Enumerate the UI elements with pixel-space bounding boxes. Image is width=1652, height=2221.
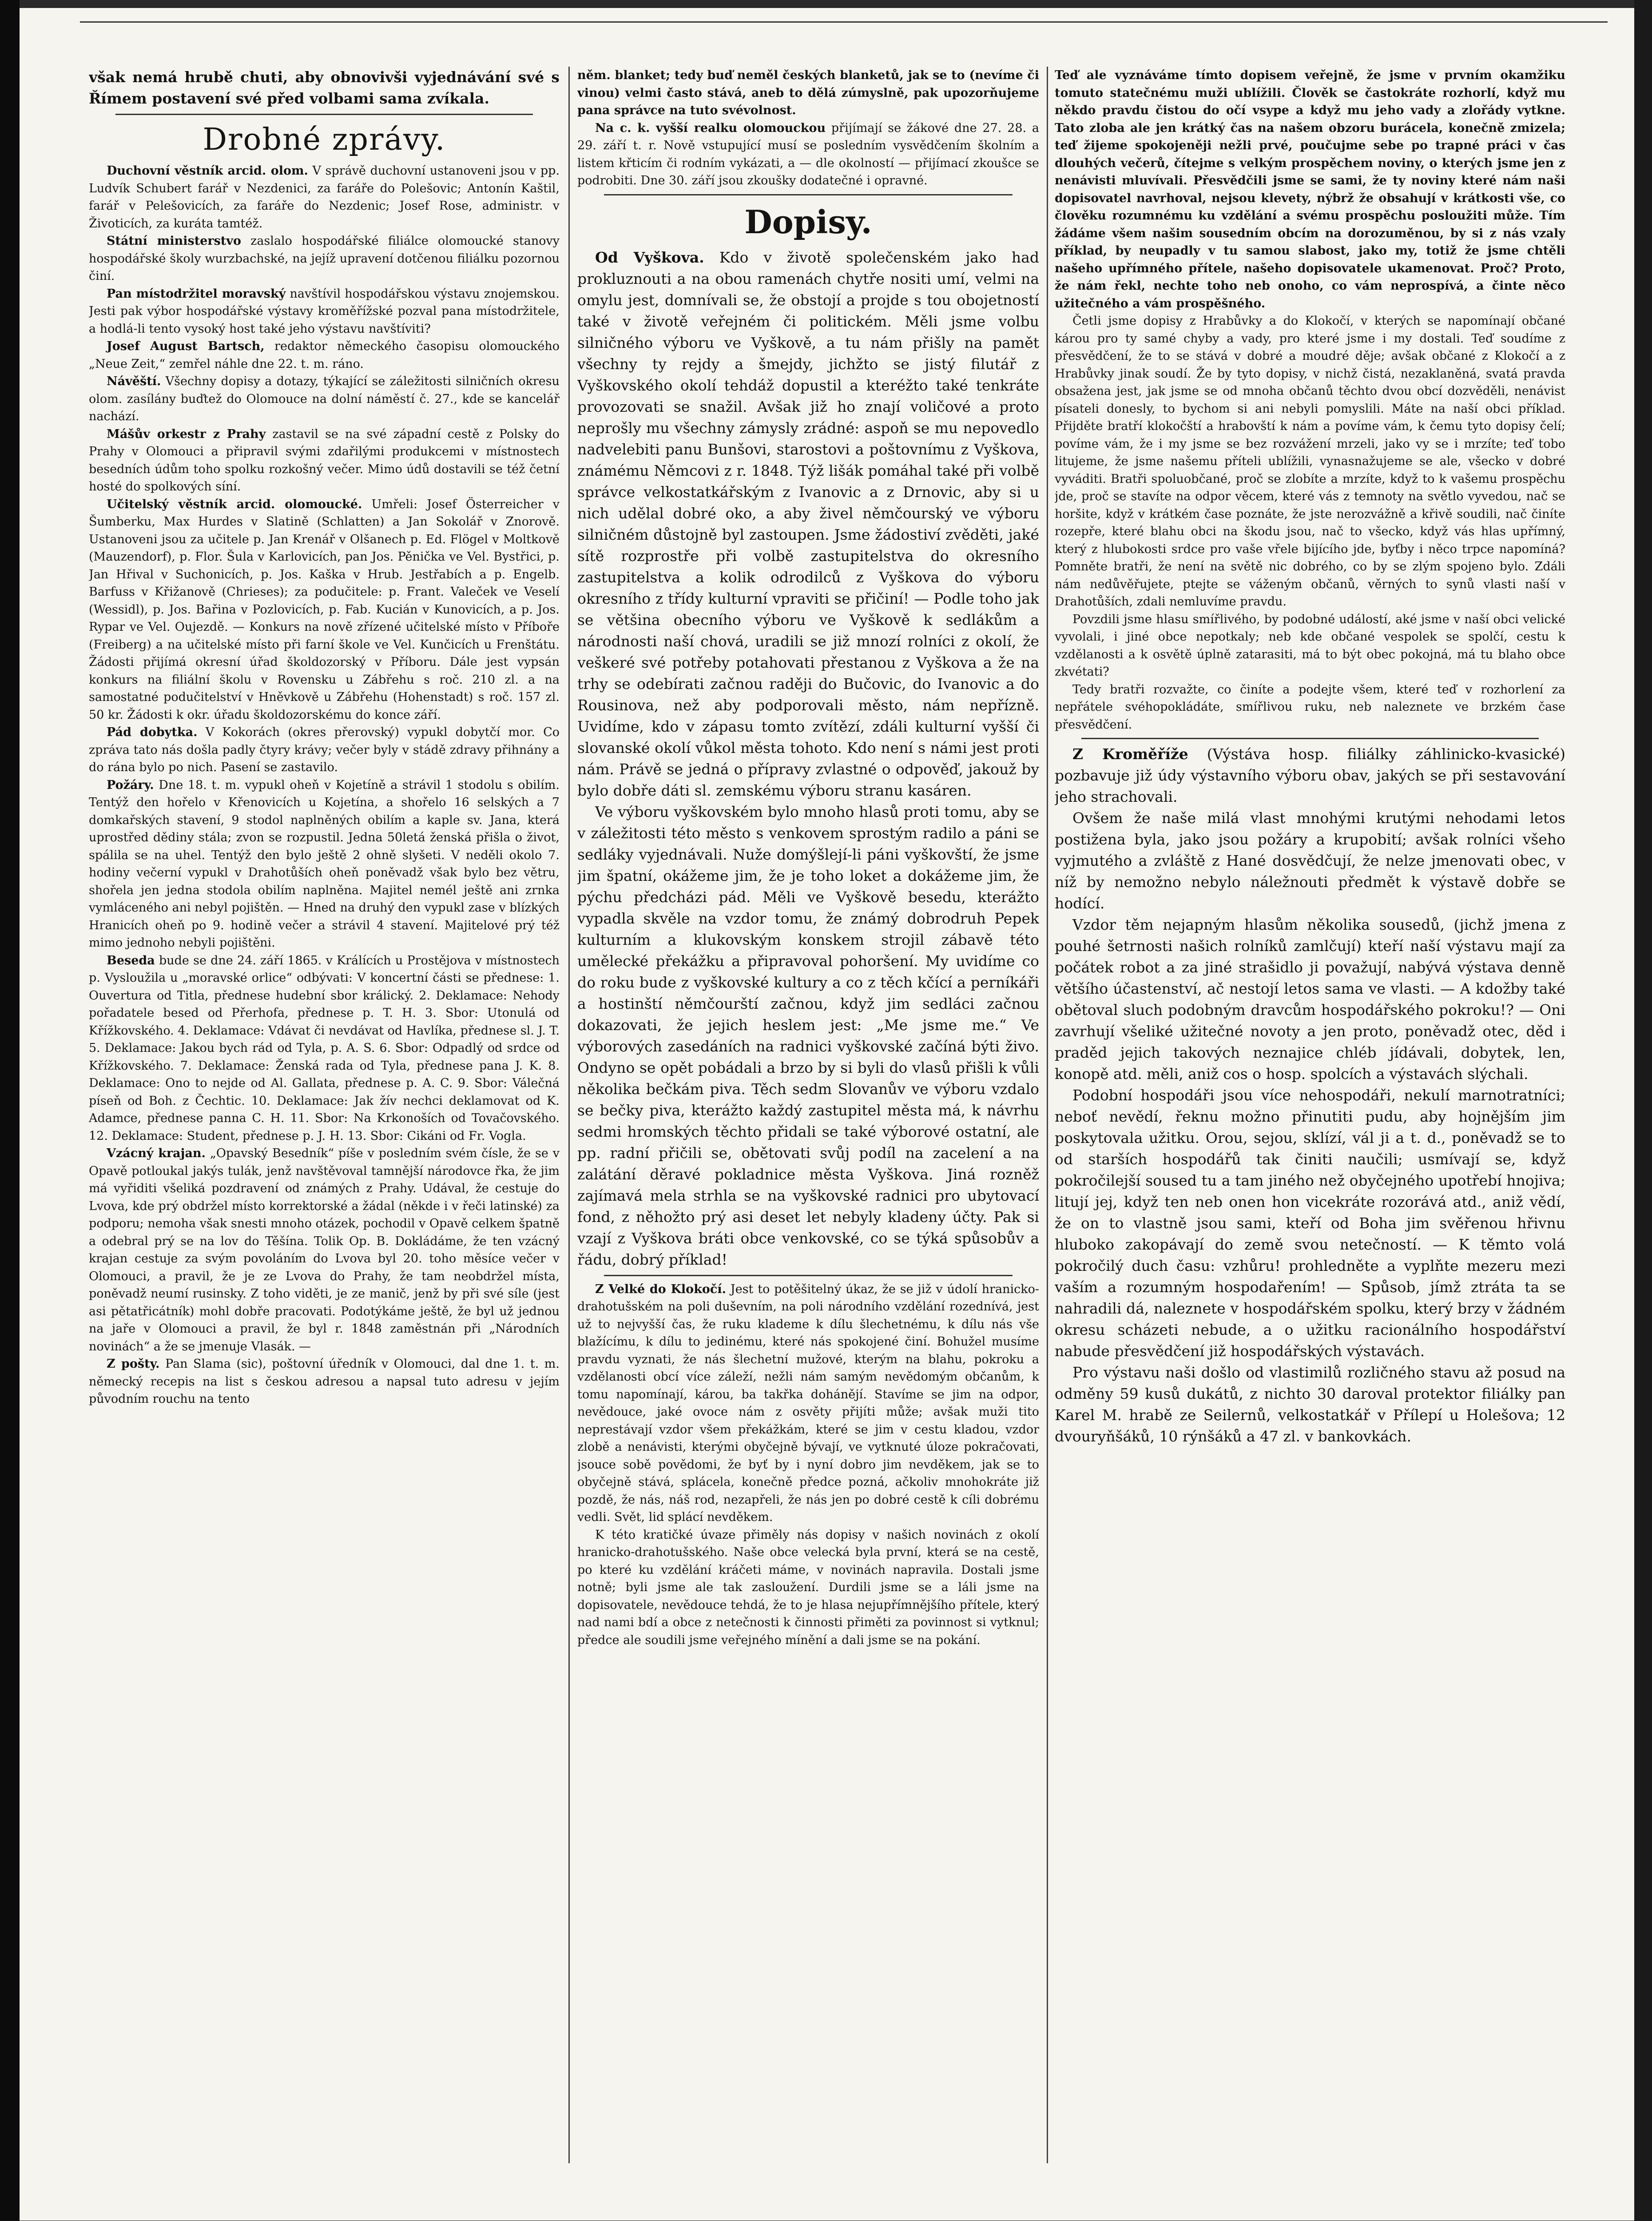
letter-paragraph: Četli jsme dopisy z Hrabůvky a do Klokočí, v kterých se napomínají občané károu pro ty samé chyby a vady, pro které jsme i my dostali. Teď soudíme z přesvědčení, že to se stává v dobré a moudré děje; avšak občané z Klokočí a z Hrabůvky jinak soudí. Že by tyto dopisy, v nichž čistá, nezaklaněná, svatá pravda obsažena jest, jak jsme se od mnoha občanů těchto dvou obcí dozvěděli, nenávist písateli donesly, to bychom si ani nebyli pomyslili. Máte na naší obci příklad. Přijděte bratří klokočští a hrabovští k nám a povíme vám, k čemu tyto dopisy čelí; povíme vám, že i my jsme se bez rozvážení mrzeli, jako vy se i mrzíte; teď tobo litujeme, že jsme našemu příteli ublížili, vynasnažujeme se ale, všecko v dobré vyváditi. Bratři spoluobčané, proč se zlobíte a mrzíte, když to k vašemu prospěchu jde, proč se stavíte na odpor věcem, které vás z temnoty na světlo vyvedou, nač se horšite, když v krátkém čase poznáte, že jste nerozvážně a křivě soudili, nač činíte rozepře, které blahu obci na škodu jsou, nač to všecko, když vás hlas upřímný, který z hlubokosti srdce pro vaše vřele bijícího jde, byťby i něco trpce napomíná? Pomněte bratři, že není na světě nic dobrého, co by se zlým spojeno bylo. Zdáli nám nedůvěřujete, ptejte se váženým občanů, věrných to synů vlasti naší v Drahotůších, zdali nemluvíme pravdu. [1055, 314, 1565, 609]
item-text: Pan Slama (sic), poštovní úředník v Olomouci, dal dne 1. t. m. německý recepis na list s českou adresou a napsal tuto adresu v jejím původním rouchu na tento [89, 1357, 560, 1406]
item-label: Mášův orkestr z Prahy [107, 427, 266, 441]
item-text: Všechny dopisy a dotazy, týkající se záležitosti silničních okresu olom. zasílány buďtež do Olomouce na dolní náměstí č. 27., kde se kancelář nachází. [89, 374, 560, 423]
item-label: Na c. k. vyšší realku olomouckou [595, 121, 826, 135]
item-text: V správě duchovní ustanoveni jsou v pp. Ludvík Schubert farář v Nezdenici, za faráře do Polešovic; Antonín Kaštil, farář v Pelešovicích, za faráře do Nezdenic; Josef Rose, administr. v Životicích, za kuráta tamtéž. [89, 164, 560, 231]
item-label: Od Vyškova. [595, 248, 704, 266]
scan-edge-right [1634, 0, 1652, 2221]
news-item [89, 1145, 560, 1355]
news-item [89, 952, 560, 1145]
news-item [89, 338, 560, 373]
item-label: Z Kroměříže [1072, 745, 1188, 763]
item-label: Pan místodržitel moravský [107, 287, 286, 301]
news-item [89, 426, 560, 496]
news-item [89, 1355, 560, 1408]
item-label: Učitelský věstník arcid. olomoucké. [107, 497, 362, 511]
item-text: redaktor německého časopisu olomouckého „Neue Zeit,“ zemřel náhle dne 22. t. m. ráno. [89, 339, 560, 371]
separator [115, 114, 533, 115]
scan-edge-left [0, 0, 20, 2221]
item-text: Dne 18. t. m. vypukl oheň v Kojetíně a strávil 1 stodolu s obilím. Tentýž den hořelo v Křenovicích u Kojetína, a shořelo 16 selských a 7 domkařských stavení, 9 stodol naplněných obilím a kaple sv. Jana, která uprostřed dědiny stála; zvon se rozpustil. Jedna 50letá ženská přišla o život, spálila se na uhel. Tentýž den bylo ještě 2 ohně slyšeti. V neděli okolo 7. hodiny večerní vypukl v Drahotůších oheň poněvadž však bylo bez větru, shořela jen jedna stodola obilím naplněna. Majitel nemél ještě ani zrnka vymláceného ani nebyl pojištěn. — Hned na druhý den vypukl zase v blízkých Hranicích oheň po 9. hodině večer a strávil 4 stavení. Majitelové prý též mimo jednoho nebyli pojištěni. [89, 778, 560, 950]
news-item [89, 373, 560, 426]
separator [1081, 738, 1539, 739]
letter-paragraph: Povzdili jsme hlasu smířlivého, by podobné událostí, aké jsme v naší obci velické vyvolali, i jiné obce nepotkaly; neb kde občané vespolek se spolčí, cestu k vzdělanosti a k osvětě úplně zatarasiti, má to být obec pokojná, má tu blaho obce zkvétati? [1055, 612, 1565, 679]
letter-paragraph: Ovšem že naše milá vlast mnohými krutými nehodami letos postižena byla, jako jsou požáry a krupobití; avšak rolníci všeho vyjmutého a zvláště z Hané dosvědčují, že nelze jmenovati obec, v níž by nemožno nebylo náležnouti předmět k výstavě dobře se hodící. [1055, 809, 1565, 912]
column-1-intro: však nemá hrubě chuti, aby obnovivši vyjednávání své s Římem postavení své před volbami sama zvíkala. [89, 68, 560, 107]
item-text: přijímají se žákové dne 27. 28. a 29. září t. r. Nově vstupující musí se posledním vysvědčením školním a listem křticím či rodním vykázati, a — dle okolností — přijímací zkoušce se podrobiti. Dne 30. září jsou zkoušky dodatečné i opravné. [577, 121, 1039, 187]
item-label: Požáry. [107, 778, 154, 792]
item-text: V Kokorách (okres přerovský) vypukl dobytčí mor. Co zpráva tato nás došla padly čtyry krávy; večer byly v stádě zdravy přihnány a do rána bylo po nich. Pasení se zastavilo. [89, 725, 560, 774]
letter-item [577, 1281, 1039, 1526]
news-item [89, 776, 560, 952]
item-label: Státní ministerstvo [107, 234, 241, 248]
letter-paragraph: Podobní hospodáři jsou více nehospodáři, nekulí marnotratníci; neboť nevědí, řeknu možno přinutiti pudu, aby hojnějším jim poskytovala užitku. Orou, sejou, sklízí, vál ji a t. d., poněvadž se to od starších hospodářů tak činiti naučili; usmívají se, když pokročilejší soused tu a tam jiného než obyčejného upotřebí hnojiva; litují jej, když ten neb onen hon vicekráte rozorává atd., aniž vědí, že on to vlastně jsou sami, kteří od Boha jim svěřenou hřivnu hluboko zakopávají do země svou netečností. — K těmto volá pokročilý duch času: vzhůru! prohledněte a vyplňte mezeru mezi vaším a rozumným hospodařením! — Spůsob, jímž ztráta ta se nahradili dá, naleznete v hospodářském spolku, který brzy v žádném okresu scházeti nebude, a o užitku racionálního hospodářství nabude přesvědčení již hospodářských výstavách. [1055, 1087, 1565, 1360]
item-label: Beseda [107, 953, 155, 967]
item-label: Z pošty. [107, 1357, 160, 1371]
column-1 [89, 67, 560, 2190]
scan-edge-top [0, 0, 1652, 8]
news-item [577, 119, 1039, 190]
news-item [89, 496, 560, 724]
news-item [89, 724, 560, 776]
letter-paragraph: K této kratičké úvaze přiměly nás dopisy v našich novinách z okolí hranicko-drahotušského. Naše obce velecká byla první, která se na cestě, po které ku vzdělání kráčeti máme, v novinách napravila. Dostali jsme notně; byli jsme ale tak zasloužení. Durdili jsme se a láli jsme na dopisovatele, nevědouce tehdá, že to je hlasa nejupřímnějšího přítele, který nad nami bdí a obce z netečnosti k činnosti přiměti za povinnost si vytknul; předce ale soudili jsme veřejného mínění a dali jsme se na pokání. [577, 1528, 1039, 1647]
news-item [89, 162, 560, 232]
item-text: zastavil se na své západní cestě z Polsky do Prahy v Olomouci a připravil svými zdařilými produkcemi v místnostech besedních údům toho spolku rozkošný večer. Mimo údů dostavili se též četní hosté do spolkových síní. [89, 427, 560, 494]
item-text: navštívil hospodářskou výstavu znojemskou. Jesti pak výbor hospodářské výstavy kroměřížské pozval pana místodržitele, a hodlá-li tento vysoký host také jeho výstavu navštíviti? [89, 287, 560, 336]
column-3 [1055, 67, 1565, 2190]
separator [604, 194, 1013, 195]
top-rule [80, 21, 1608, 23]
column-2 [577, 67, 1039, 2190]
column-2-intro: něm. blanket; tedy buď neměl českých blanketů, jak se to (nevíme či vinou) velmi často stává, aneb to dělá zúmyslně, pak upozorňujeme pana správce na tuto svévolnost. [577, 68, 1039, 117]
separator [604, 1275, 1013, 1276]
item-text: (Výstáva hosp. filiálky záhlinicko-kvasické) pozbavuje již údy výstavního výboru obav, jakých se při sestavování jeho strachovali. [1055, 745, 1565, 805]
item-text: Umřeli: Josef Österreicher v Šumberku, Max Hurdes v Slatině (Schlatten) a Jan Sokolář v Znorově. Ustanoveni jsou za učitele p. Jan Krenář v Olšanech p. Ed. Flögel v Moltkově (Mauzendorf), p. Flor. Šula v Karlovicích, pan Jos. Pěnička ve Vel. Bystřici, p. Jan Hřival v Suchonicích, p. Jos. Kaška v Hrub. Jestřabích a p. Engelb. Barfuss v Křižanově (Chrieses); za podučitele: p. Frant. Valeček ve Veselí (Wessidl), p. Jos. Bařina v Pozlovicích, p. Fab. Kucián v Kunovicích, a p. Jos. Rypar ve Vel. Oujezdě. — Konkurs na nově zřízené učitelské místo v Příboře (Freiberg) a na učitelské místo při farní škole ve Vel. Kunčicích u Frenštátu. Žádosti přijímá okresní úřad školdozorský v Příboru. Dále jest vypsán konkurs na filiální školu v Rovensku u Zábřehu s roč. 210 zl. a na samostatné podučitelství v Hněvkově u Zábřehu (Hohenstadt) s roč. 157 zl. 50 kr. Žádosti k okr. úřadu školdozorskému do konce září. [89, 497, 560, 722]
letter-item [1055, 744, 1565, 808]
item-label: Pád dobytka. [107, 725, 198, 739]
section-heading-drobne-zpravy: Drobné zprávy. [203, 122, 446, 157]
item-text: Jest to potěšitelný úkaz, že se již v údolí hranicko-drahotušském na poli duševním, na poli národního vzdělání rozednívá, jest už to nejvyšší čas, že ruku klademe k dílu šlechetnému, k dílu nás vše blažícímu, k dílu to jedinému, které nás spokojené činí. Bohužel musíme pravdu vyznati, že nás šlechetní mužové, kterým na blahu, pokroku a vzdělanosti obcí více záleží, nežli nám samým nevědomým občanům, k tomu napomínají, károu, ba takřka dohánějí. Stavíme se jim na odpor, nevědouce, jaké ovoce nám z osvěty přijíti může; avšak muži tito neprestávají vzdor všem překážkám, které se jim v cestu kladou, vzdor zlobě a nenávisti, kterými obyčejně bývají, ve vytknuté úloze pokračovati, jsouce sobě povědomi, že byť by i nyní dobro jim nevděkem, jak se to obyčejně stává, splácela, konečně předce pozná, ačkoliv mnohokráte již pozdě, že nás, náš rod, nezapřeli, že nás jen po dobré cestě k cíli dobrému vedli. Svět, lid splácí nevděkem. [577, 1282, 1039, 1524]
news-item [89, 285, 560, 338]
letter-paragraph: Vzdor těm nejapným hlasům několika sousedů, (jichž jmena z pouhé šetrnosti našich rolníků zamlčují) kteří naší výstavu mají za počátek robot a za jiné strašidlo ji považují, nabývá výstava denně většího účastenství, ač nestojí letos sama ve vlasti. — A kdožby také obětoval sluch podobným dravcům hospodářského pokroku!? — Oni zavrhují všeliké užitečné novoty a jen proto, poněvadž otec, děd i praděd jejich takových neznajice chléb jídávali, dobytek, len, konopě atd. měli, aniž cos o hosp. spolcích a výstavách slýchali. [1055, 916, 1565, 1083]
item-text: „Opavský Besedník“ píše v posledním svém čísle, že se v Opavě potloukal jakýs tulák, jenž navštěvoval tamnější národovce řka, že jim má vyřiditi všeliká pozdravení od známých z Prahy. Udával, že cestuje do Lvova, kde prý obdržel místo korrektorské a žádal (někde i v řeči latinské) za podporu; nemoha však snesti mnoho otázek, pochodil v Opavě celkem špatně a odebral prý se na lov do Těšína. Tolik Op. B. Dokládáme, že ten vzácný krajan cestuje za svým povoláním do Lvova byl 20. toho měsíce večer v Olomouci, a pravil, že je ze Lvova do Prahy, že tam neobdržel místa, poněvadž neumí rusinsky. Z toho viděti, je ze manič, jenž by při své síle (jest asi pětatřicátník) mohl dobře pracovati. Podotýkáme ještě, že byl už jednou na jaře v Olomouci a pravil, že byl r. 1848 zaměstnán při „Národních novinách“ a že se jmenuje Vlasák. — [89, 1146, 560, 1353]
column-rule-2 [1047, 67, 1048, 2163]
letter-paragraph: Tedy bratři rozvažte, co činíte a podejte všem, které teď v rozhorlení za nepřátele svéhopokládáte, smířlivou ruku, neb naleznete ve brzkém čase přesvědčení. [1055, 682, 1565, 732]
item-text: zaslalo hospodářské filiálce olomoucké stanovy hospodářské školy wurzbachské, na jejíž upravení dotčenou filiálku pozornou činí. [89, 234, 560, 283]
item-label: Vzácný krajan. [107, 1146, 206, 1160]
letter-paragraph: Teď ale vyznáváme tímto dopisem veřejně, že jsme v prvním okamžiku tomuto statečnému muži ublížili. Člověk se častokráte rozhorlí, když mu někdo pravdu čistou do očí vsype a když mu jeho vady a zlořády vytkne. Tato zloba ale jen krátký čas na našem obzoru burácela, konečně zmizela; teď žijeme spokojeněji nežli prvé, poučujme sebe po trapné práci v čas dlouhých večerů, čítejme s velkým prospěchem noviny, o kterých jsme jen z nenávisti mluvívali. Přesvědčili jsme se sami, že ty noviny které nám naši dopisovatel navrhoval, nejsou klevety, nýbrž že obsahují v krátkosti vše, co člověku rozumnému ku vzdělání a svému prospěchu posloužiti může. Tím žádáme všem našim sousedním obcím na dorozuměnou, by si z nás vzaly příklad, by neupadly v tu samou slabost, jako my, totiž že jsme chtěli našeho upřímného přítele, našeho dopisovatele ukamenovat. Proč? Proto, že nám řekl, nechte toho neb onoho, co vám neprospívá, a činte něco užitečného a vám prospěšného. [1055, 68, 1565, 310]
item-text: Kdo v životě společenském jako had prokluznouti a na obou ramenách chytře nositi umí, velmi na omylu jest, domnívali se, že obstojí a projde s tou obojetností také v životě veřejném či politickém. Měli jsme volbu silničného výboru ve Vyškově, a tu nám přišly na pamět všechny ty rejdy a šmejdy, jichžto se jistý filutář z Vyškovského okolí tehdáž dopustil a kteréžto také tenkráte provozovati se snažil. Avšak již ho znají voličové a proto neprošly mu všechny zámysly zrádné: aspoň se mu nepovedlo nadvelebiti panu Bunšovi, starostovi a poštovnímu z Vyškova, známému Němcovi z r. 1848. Týž lišák pomáhal také při volbě správce velkostatkářským z Ivanovic a z Drnovic, aby si u nich udělal dobré oko, a aby živel němčourský ve výboru silničném důstojně byl zastoupen. Jsme žádostiví zvěděti, jaké sítě rozprostře při volbě zastupitelstva do okresního zastupitelstva a kolik odrodilců z Vyškova do výboru okresního z třídy kulturní vpraviti se přičiní! — Podle toho jak se většina obecního výboru ve Vyškově k sedlákům a národnosti naší chová, uradili se již mnozí rolníci z okolí, že veškeré své potřeby potahovati přestanou z Vyškova a že na trhy se odebírati začnou raději do Bučovic, do Ivanovic a do Rousinova, než aby podporovali město, nám nepřízně. Uvidíme, kdo v zápasu tomto zvítězí, zdáli kulturní vyšší či slovanské okolí vůkol města tohoto. Kdo není s námi jest proti nám. Právě se jedná o přípravy zvlastné o odpověď, jakouž by bylo dobře dáti sl. zemskému výboru stranu kasáren. [577, 248, 1039, 799]
section-heading-dopisy: Dopisy. [744, 203, 872, 241]
letter-item [577, 247, 1039, 801]
item-label: Josef August Bartsch, [107, 339, 265, 353]
item-label: Duchovní věstník arcid. olom. [107, 164, 308, 178]
letter-paragraph: Pro výstavu naši došlo od vlastimilů rozličného stavu až posud na odměny 59 kusů dukátů, z nichto 30 daroval protektor filiálky pan Karel M. hrabě ze Seilernů, velkostatkář v Přílepí u Holešova; 12 dvouryňšáků, 10 rýnšáků a 47 zl. v bankovkách. [1055, 1364, 1565, 1445]
column-rule-1 [568, 67, 570, 2163]
item-label: Z Velké do Klokočí. [595, 1282, 727, 1296]
news-item [89, 232, 560, 285]
item-label: Návěští. [107, 374, 161, 388]
item-text: bude se dne 24. září 1865. v Králících u Prostějova v místnostech p. Vysloužila u „moravské orlice“ odbývati: V koncertní části se přednese: 1. Ouvertura od Titla, přednese hudební sbor králický. 2. Deklamace: Nehody pořadatele besed od Přerhofa, přednese p. T. H. 3. Sbor: Utonulá od Křížkovského. 4. Deklamace: Vdávat či nevdávat od Havlíka, přednese sl. J. T. 5. Deklamace: Jakou bych rád od Tyla, p. A. S. 6. Sbor: Odpadlý od srdce od Křížkovského. 7. Deklamace: Ženská rada od Tyla, přednese pana J. K. 8. Deklamace: Ono to nejde od Al. Gallata, přednese p. A. C. 9. Sbor: Válečná píseň od Boh. z Čechtic. 10. Deklamace: Jak žív nechci deklamovat od K. Adamce, přednese panna C. H. 11. Sbor: Na Krkonoších od Tovačovského. 12. Deklamace: Student, přednese p. J. H. 13. Sbor: Cikáni od Fr. Vogla. [89, 953, 560, 1143]
letter-paragraph: Ve výboru vyškovském bylo mnoho hlasů proti tomu, aby se v záležitosti této město s venkovem sprostým radilo a páni se sedláky vyjednávali. Nuže domýšlejí-li páni vyškovští, že jsme jim špatní, okážeme jim, že je toho loket a dokážeme jim, že pýchu předcházi pád. Měli ve Vyškově besedu, kterážto vypadla skvěle na vzdor tomu, že známý dobrodruh Pepek kulturním a klukovským konskem strojil zábavě této umělecké překážku a připravoval pohoršení. My uvidíme co do roku bude z vyškovské kultury a co z těch kčící a perníkáři a hostinští němčourští začnou, když jim sedláci začnou dokazovati, že jejich heslem jest: „Me jsme me.“ Ve výborových zasedáních na radnici vyškovské začíná býti živo. Ondyno se opět pobádali a brzo by si byli do vlasů přišli k vůli několika bečkám piva. Těch sedm Slovanův ve výboru vzdalo se bečky piva, kterážto každý zastupitel města má, k návrhu sedmi hromských těchto přidali se také výborové ostatní, ale pp. radní přičili se, obětovati svůj podíl na zacelení a na zalátání děravé pokladnice města Vyškova. Jiná rozněž zajímavá mela strhla se na vyškovské radnici pro ubytovací fond, z něhožto prý asi deset let nebyly kladeny účty. Pak si vzají z Vyškova bráti obce venkovské, co se týká spůsobův a řádu, dobrý příklad! [577, 803, 1039, 1268]
